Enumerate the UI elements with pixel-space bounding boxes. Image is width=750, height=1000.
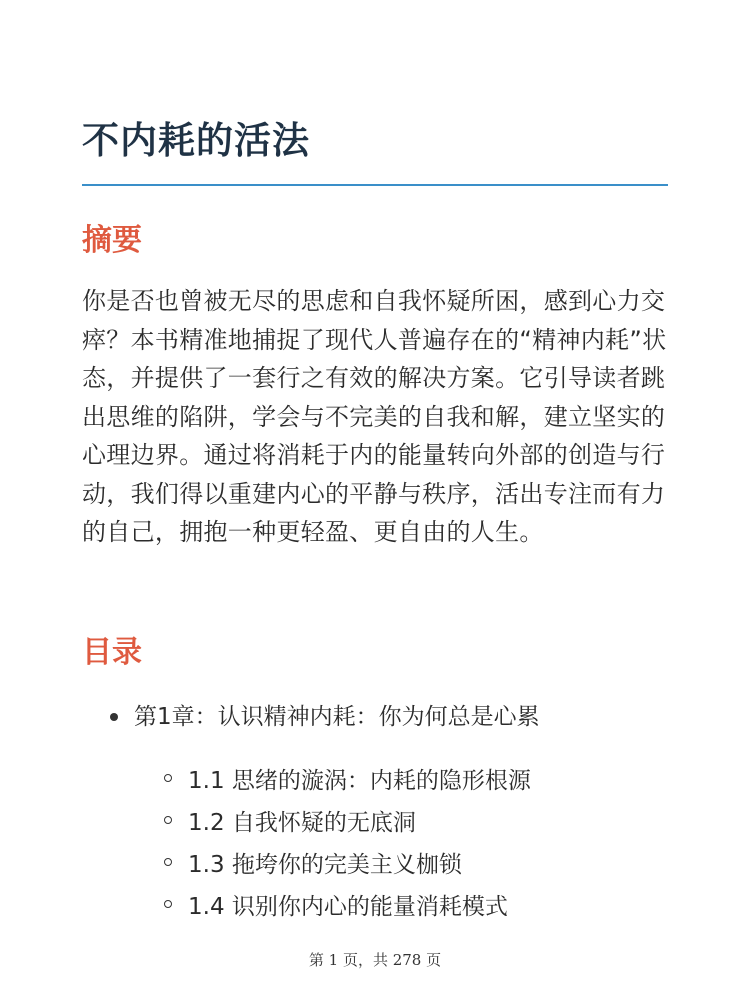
summary-paragraph: 你是否也曾被无尽的思虑和自我怀疑所困，感到心力交瘁？本书精准地捕捉了现代人普遍存在的“精神内耗”状态，并提供了一套行之有效的解决方案。它引导读者跳出思维的陷阱，学会与不完美的自我和解，建立坚实的心理边界。通过将消耗于内的能量转向外部的创造与行动，我们得以重建内心的平静与秩序，活出专注而有力的自己，拥抱一种更轻盈、更自由的人生。 (82, 287, 667, 546)
toc-section-item (164, 799, 531, 841)
bullet-circle-icon (164, 816, 172, 824)
toc-section-label: 1.1 思绪的漩涡：内耗的隐形根源 (188, 767, 531, 794)
toc-chapter-label: 第1章：认识精神内耗：你为何总是心累 (134, 704, 540, 730)
toc-heading: 目录 (82, 635, 142, 670)
toc-section-item (164, 757, 531, 799)
book-title: 不内耗的活法 (82, 119, 310, 162)
toc-section-item (164, 841, 531, 883)
toc-section-label: 1.4 识别你内心的能量消耗模式 (188, 893, 508, 920)
bullet-circle-icon (164, 774, 172, 782)
toc-section-item (164, 883, 531, 925)
toc-section-list (164, 757, 531, 925)
bullet-circle-icon (164, 858, 172, 866)
toc-chapter-item (110, 700, 540, 734)
page-number-footer: 第 1 页，共 278 页 (308, 951, 442, 969)
toc-section-label: 1.2 自我怀疑的无底洞 (188, 809, 416, 836)
bullet-disc-icon (110, 713, 118, 721)
summary-heading: 摘要 (82, 223, 142, 258)
title-divider (82, 184, 668, 186)
toc-section-label: 1.3 拖垮你的完美主义枷锁 (188, 851, 462, 878)
bullet-circle-icon (164, 900, 172, 908)
